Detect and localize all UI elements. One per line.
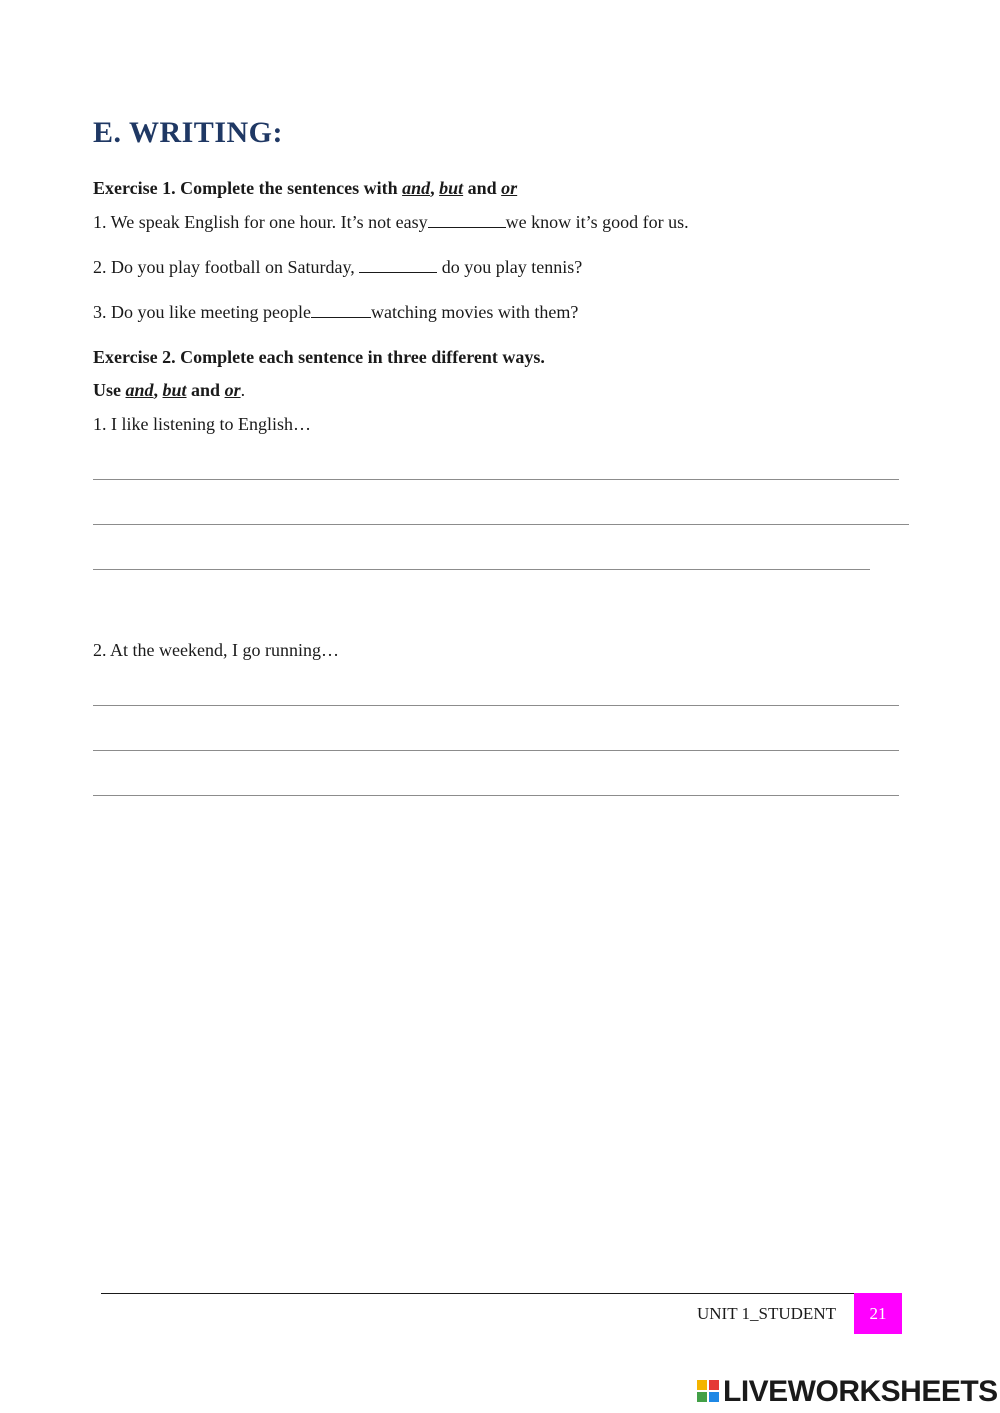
item-1-after: we know it’s good for us. bbox=[505, 212, 689, 232]
writing-line-6[interactable] bbox=[93, 795, 899, 796]
item-1-before: 1. We speak English for one hour. It’s not easy bbox=[93, 212, 428, 232]
exercise-2-instruction bbox=[93, 380, 245, 401]
keyword-but: but bbox=[439, 178, 464, 198]
use-prefix: Use bbox=[93, 380, 126, 400]
period: . bbox=[240, 380, 246, 400]
exercise-2-prompt-2: 2. At the weekend, I go running… bbox=[93, 640, 339, 660]
keyword-or: or bbox=[501, 178, 518, 198]
and-word: and bbox=[467, 178, 497, 198]
footer-unit-label: UNIT 1_STUDENT bbox=[697, 1304, 836, 1323]
writing-line-1[interactable] bbox=[93, 479, 899, 480]
footer-divider bbox=[101, 1293, 854, 1294]
writing-line-3[interactable] bbox=[93, 569, 870, 570]
keyword-and: and bbox=[402, 178, 431, 198]
writing-line-5[interactable] bbox=[93, 750, 899, 751]
exercise-2-prompt-1: 1. I like listening to English… bbox=[93, 414, 311, 434]
exercise-1-heading-text: Exercise 1. Complete the sentences with bbox=[93, 178, 403, 198]
brand-name: LIVEWORKSHEETS bbox=[723, 1375, 998, 1408]
writing-line-4[interactable] bbox=[93, 705, 899, 706]
item-3-after: watching movies with them? bbox=[370, 302, 579, 322]
item-2-before: 2. Do you play football on Saturday, bbox=[93, 257, 360, 277]
answer-blank-2[interactable] bbox=[359, 256, 437, 273]
exercise-1-item-3 bbox=[93, 301, 578, 323]
writing-line-2[interactable] bbox=[93, 524, 909, 525]
keyword-and: and bbox=[125, 380, 154, 400]
exercise-1-item-1 bbox=[93, 211, 689, 233]
section-title: E. WRITING: bbox=[93, 116, 283, 149]
item-3-before: 3. Do you like meeting people bbox=[93, 302, 311, 322]
page-number-badge bbox=[854, 1293, 902, 1334]
comma: , bbox=[430, 178, 435, 198]
liveworksheets-logo-icon bbox=[697, 1380, 721, 1404]
answer-blank-3[interactable] bbox=[311, 301, 371, 318]
and-word: and bbox=[191, 380, 221, 400]
answer-blank-1[interactable] bbox=[428, 211, 506, 228]
exercise-1-heading bbox=[93, 178, 517, 199]
liveworksheets-branding bbox=[697, 1375, 998, 1409]
page-number: 21 bbox=[869, 1303, 887, 1323]
item-2-after: do you play tennis? bbox=[437, 257, 583, 277]
keyword-but: but bbox=[162, 380, 187, 400]
exercise-1-item-2 bbox=[93, 256, 582, 278]
exercise-2-heading: Exercise 2. Complete each sentence in three different ways. bbox=[93, 347, 545, 367]
comma: , bbox=[153, 380, 159, 400]
keyword-or: or bbox=[224, 380, 241, 400]
